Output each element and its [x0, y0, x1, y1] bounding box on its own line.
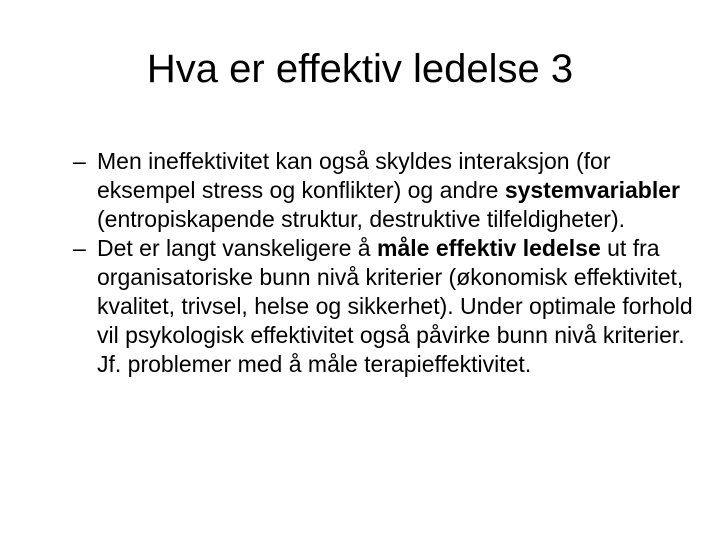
- bold-term: systemvariabler: [504, 177, 680, 203]
- bullet-text: ut fra organisatoriske bunn nivå kriterier (økonomisk effektivitet, kvalitet, trivsel, helse og sikkerhet). Under optimale forhold vil psykologisk effektivitet også påvirke bunn nivå kriterier. Jf. problemer med å måle terapieffektivitet.: [97, 235, 693, 377]
- bold-term: måle effektiv ledelse: [377, 235, 601, 261]
- bullet-text: (entropiskapende struktur, destruktive tilfeldigheter).: [97, 206, 625, 232]
- bullet-text: Men ineffektivitet kan også skyldes interaksjon (for eksempel stress og konflikter) og andre: [97, 148, 611, 203]
- dash-marker: –: [73, 235, 86, 261]
- bullet-item-2: [73, 234, 693, 379]
- bullet-item-1: [73, 147, 693, 234]
- bullet-text: Det er langt vanskeligere å: [97, 235, 377, 261]
- bullet-list: [73, 147, 693, 379]
- dash-marker: –: [73, 148, 86, 174]
- slide-title: Hva er effektiv ledelse 3: [146, 47, 574, 91]
